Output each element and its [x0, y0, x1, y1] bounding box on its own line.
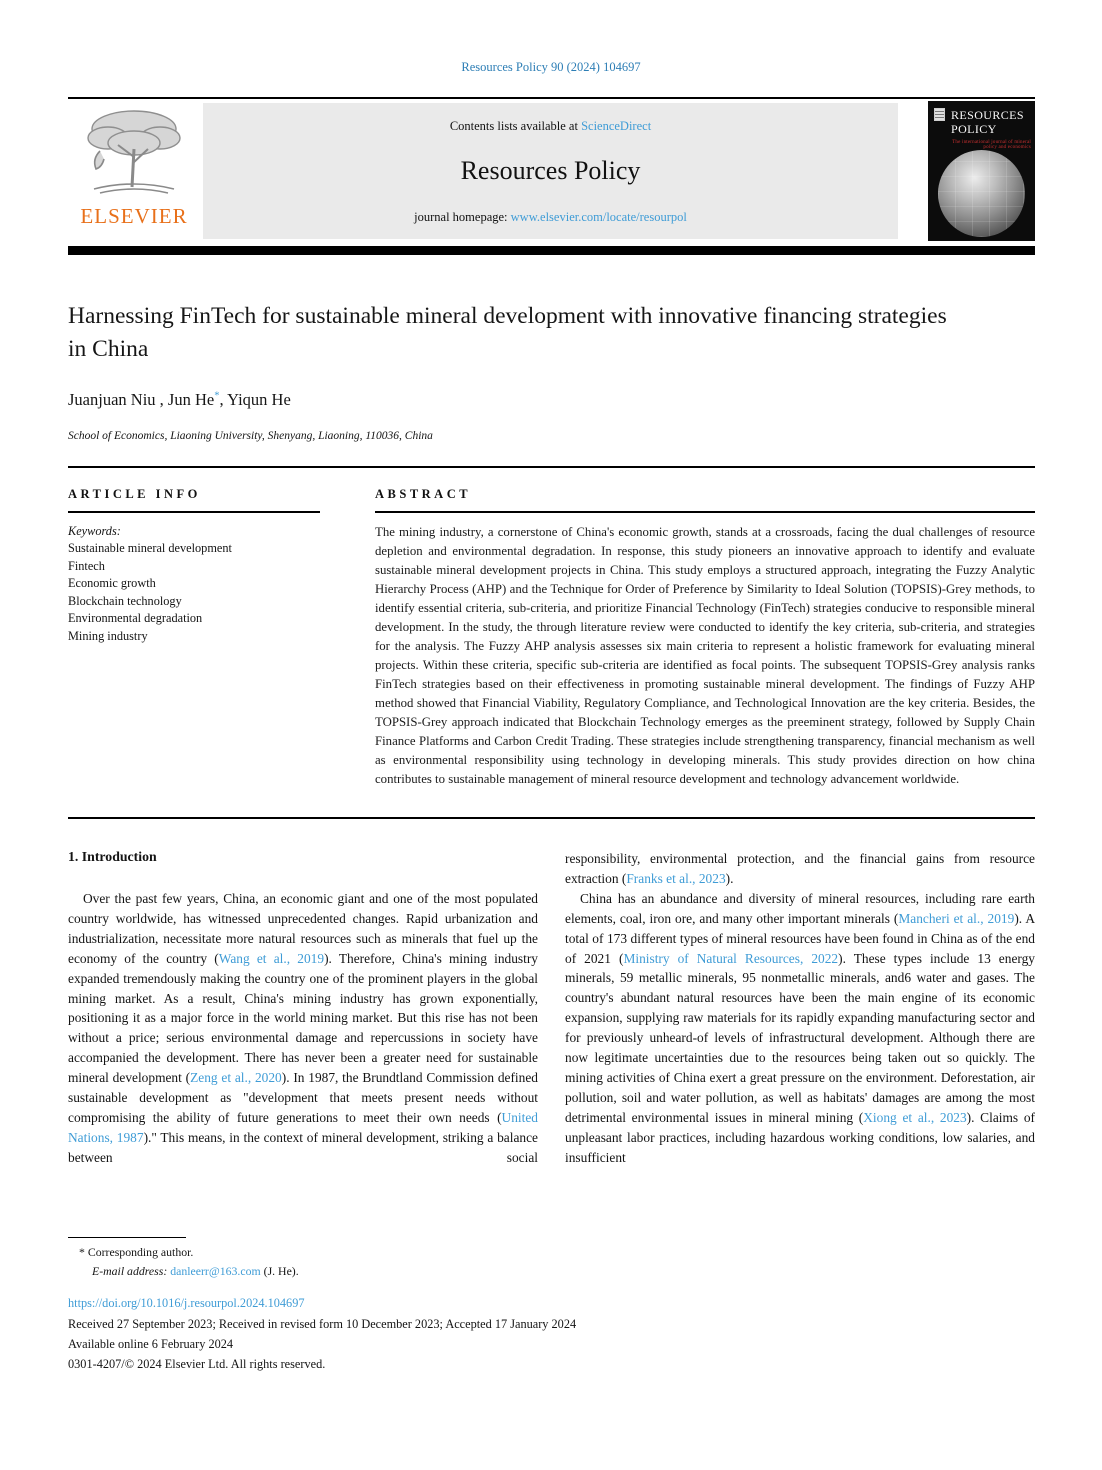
- paragraph-text: ). Therefore, China's mining industry expanded tremendously making the country one of the prominent players in the global mining market. As a result, China's mining industry has grown exponentially, positioning it as a major force in the world mining market. But this rise has not been without a price; serious environmental damage and repercussions in society have accompanied the development. There has never been a greater need for sustainable mineral development (: [68, 950, 539, 1086]
- cover-globe-image: [938, 150, 1025, 237]
- inline-citation-link[interactable]: Wang et al., 2019: [218, 950, 325, 966]
- inline-citation-link[interactable]: Ministry of Natural Resources, 2022: [623, 950, 839, 966]
- paragraph-text: responsibility, environmental protection, and the financial gains from resource extraction (: [565, 851, 1035, 886]
- available-online: Available online 6 February 2024: [68, 1337, 234, 1351]
- corresponding-author-note: * Corresponding author.: [79, 1245, 194, 1259]
- article-info-section: [68, 487, 320, 645]
- sciencedirect-link[interactable]: ScienceDirect: [581, 119, 652, 133]
- abstract-heading: ABSTRACT: [375, 487, 472, 501]
- article-info-top-divider: [68, 466, 1035, 468]
- abstract-section: [375, 487, 1035, 789]
- issn-copyright: 0301-4207/© 2024 Elsevier Ltd. All rights reserved.: [68, 1357, 326, 1371]
- article-title: Harnessing FinTech for sustainable mineral development with innovative financing strategies in China: [68, 303, 947, 362]
- keyword-item: Environmental degradation: [68, 611, 203, 625]
- received-dates: Received 27 September 2023; Received in revised form 10 December 2023; Accepted 17 January 2024: [68, 1317, 577, 1331]
- inline-citation-link[interactable]: Franks et al., 2023: [626, 870, 726, 886]
- paragraph-text: ). These types include 13 energy minerals, 59 metallic minerals, 95 nonmetallic minerals, and6 water and gases. The country's abundant natural resources have been the main engine of its economic expansion, supplying raw materials for its rapidly expanding manufacturing sector and for previously unheard-of levels of infrastructural development. Although there are now legitimate uncertainties due to the resources being taken out so quickly. The mining activities of China exert a great pressure on the environment. Deforestation, air pollution, soil and water pollution, as well as habitats' damages are among the most detrimental environmental issues in mineral mining (: [565, 950, 1035, 1125]
- author-list: [68, 390, 291, 410]
- article-info-heading-divider: [68, 511, 320, 513]
- paragraph-text: ). Claims of unpleasant labor practices, including hazardous working conditions, low salaries, and insufficient: [565, 1109, 1035, 1165]
- paragraph-text: China has an abundance and diversity of mineral resources, including rare earth elements, coal, iron ore, and many other important minerals (: [565, 890, 1035, 926]
- intro-paragraph: [565, 889, 1035, 1168]
- elsevier-logo: [68, 101, 200, 241]
- elsevier-tree-icon: [78, 105, 190, 199]
- inline-citation-link[interactable]: Mancheri et al., 2019: [898, 910, 1015, 926]
- intro-paragraph: [68, 889, 538, 1168]
- keywords-label: Keywords:: [68, 523, 121, 538]
- paragraph-text: ). A total of 173 different types of mineral resources have been found in China as of the end of 2021 (: [565, 910, 1035, 966]
- doi-link[interactable]: https://doi.org/10.1016/j.resourpol.2024.104697: [68, 1296, 305, 1310]
- header-thick-divider: [68, 246, 1035, 255]
- keyword-item: Economic growth: [68, 576, 156, 590]
- article-info-heading: ARTICLE INFO: [68, 487, 201, 501]
- author-affiliation: School of Economics, Liaoning University, Shenyang, Liaoning, 110036, China: [68, 430, 433, 442]
- journal-title: Resources Policy: [460, 156, 641, 185]
- journal-banner: [203, 103, 898, 239]
- inline-citation-link[interactable]: United Nations, 1987: [68, 1109, 538, 1145]
- journal-header-band: [68, 101, 1035, 241]
- inline-citation-link[interactable]: Zeng et al., 2020: [190, 1070, 282, 1086]
- inline-citation-link[interactable]: Xiong et al., 2023: [863, 1109, 967, 1125]
- keyword-item: Sustainable mineral development: [68, 541, 232, 555]
- author-names-tail: , Yiqun He: [219, 390, 291, 409]
- contents-line: [203, 103, 898, 134]
- contents-prefix: Contents lists available at: [449, 119, 582, 133]
- paragraph-text: ).: [725, 870, 734, 886]
- paragraph-text: Over the past few years, China, an economic giant and one of the most populated country worldwide, has witnessed unprecedented changes. Rapid urbanization and industrialization, necessitate more natural resources such as minerals that fuel up the economy of the country (: [68, 891, 538, 966]
- journal-cover-thumbnail: [928, 101, 1035, 241]
- keyword-item: Mining industry: [68, 628, 148, 643]
- intro-paragraph: [565, 849, 1035, 889]
- abstract-text: The mining industry, a cornerstone of China's economic growth, stands at a crossroads, facing the dual challenges of resource depletion and environmental degradation. In response, this study pioneers an innovative approach to identify and evaluate sustainable mineral development projects in China. This study employs a structured approach, integrating the Fuzzy Analytic Hierarchy Process (AHP) and the Technique for Order of Preference by Similarity to Ideal Solution (TOPSIS)-Grey methods, to identify essential criteria, sub-criteria, and prioritize Financial Technology (FinTech) strategies conducive to responsible mineral development. In the study, the through literature review were conducted to identify the key criteria, sub-criteria, and strategies for the analysis. The Fuzzy AHP analysis assesses six main criteria to represent a holistic framework for evaluating mineral projects. Within these criteria, specific sub-criteria are identified as focal points. The subsequent TOPSIS-Grey analysis ranks FinTech strategies based on their effectiveness in promoting sustainable mineral development. The findings of Fuzzy AHP method showed that Financial Viability, Regulatory Compliance, and Technological Innovation are the key criteria. Besides, the TOPSIS-Grey approach indicated that Blockchain Technology emerges as the preeminent strategy, followed by Supply Chain Finance Platforms and Carbon Credit Trading. These strategies include strengthening transparency, financial mechanism as well as environmental responsibility using technology in developing minerals. This study provides direction on how china contributes to sustainable management of mineral resource development and technology advancement worldwide.: [375, 524, 1035, 786]
- homepage-line: [203, 210, 898, 225]
- intro-column-right: [565, 849, 1035, 1168]
- section-heading-introduction: 1. Introduction: [68, 849, 157, 864]
- cover-journal-title: RESOURCES POLICY: [951, 108, 1024, 136]
- journal-homepage-link[interactable]: www.elsevier.com/locate/resourpol: [510, 210, 687, 224]
- email-suffix: (J. He).: [260, 1264, 299, 1278]
- intro-column-left: [68, 849, 538, 1168]
- abstract-heading-divider: [375, 511, 1035, 513]
- email-label: E-mail address:: [92, 1264, 168, 1278]
- cover-publisher-icon: [934, 108, 945, 121]
- email-link[interactable]: danleerr@163.com: [170, 1264, 261, 1278]
- paragraph-text: )." This means, in the context of mineral development, striking a balance between social: [68, 1129, 538, 1165]
- email-line: [92, 1264, 299, 1279]
- keyword-item: Blockchain technology: [68, 593, 182, 608]
- homepage-prefix: journal homepage:: [414, 210, 511, 224]
- corresponding-author-asterisk[interactable]: *: [214, 390, 220, 402]
- body-top-divider: [68, 817, 1035, 819]
- cover-journal-subtitle: The international journal of mineral policy and economics: [952, 140, 1031, 150]
- footnote-divider: [68, 1237, 186, 1238]
- running-head-citation: Resources Policy 90 (2024) 104697: [461, 60, 641, 74]
- header-top-divider: [68, 97, 1035, 99]
- keyword-item: Fintech: [68, 558, 105, 573]
- author-names-lead: Juanjuan Niu , Jun He: [68, 390, 215, 409]
- elsevier-wordmark: ELSEVIER: [80, 204, 188, 228]
- paragraph-text: ). In 1987, the Brundtland Commission defined sustainable development as "development that meets present needs without compromising the ability of future generations to meet their own needs (: [68, 1070, 538, 1125]
